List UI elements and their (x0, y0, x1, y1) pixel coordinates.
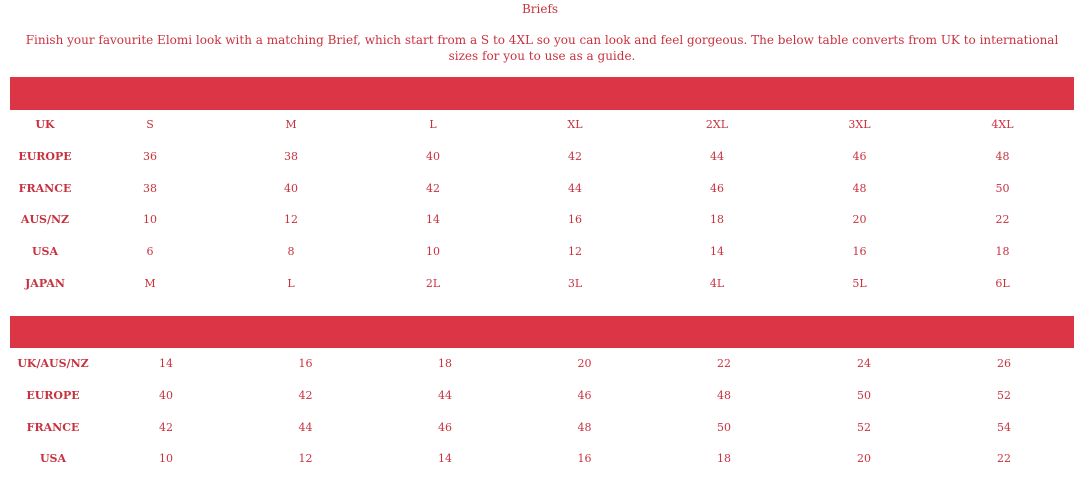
size-cell: 38 (143, 181, 157, 195)
size-cell: 5L (852, 276, 867, 290)
table1-header-band (10, 77, 1074, 110)
size-cell: 18 (717, 452, 731, 466)
size-cell: L (429, 118, 437, 132)
size-cell: 46 (852, 150, 867, 164)
size-cell: 6L (995, 276, 1010, 290)
size-cell: 16 (577, 452, 592, 466)
size-cell: M (285, 118, 297, 132)
size-cell: 44 (568, 181, 582, 195)
table1-row (10, 204, 1074, 236)
size-cell: 16 (852, 245, 867, 259)
size-cell: 42 (159, 420, 173, 434)
size-cell: 12 (298, 452, 313, 466)
size-cell: 40 (426, 150, 440, 164)
size-cell: L (287, 276, 295, 290)
row-label: AUS/NZ (20, 213, 70, 227)
row-label: USA (31, 245, 59, 259)
size-cell: 3XL (848, 118, 871, 132)
size-cell: 22 (997, 452, 1011, 466)
table1-row (10, 109, 1074, 141)
size-cell: 36 (143, 150, 157, 164)
size-cell: 50 (857, 389, 871, 403)
table2-row (10, 380, 1074, 412)
size-cell: 46 (710, 181, 724, 195)
size-cell: 24 (857, 357, 871, 371)
table2-header-band (10, 316, 1074, 348)
size-cell: 14 (438, 452, 452, 466)
size-cell: 22 (995, 213, 1010, 227)
size-cell: 20 (857, 452, 871, 466)
size-cell: 14 (159, 357, 173, 371)
size-cell: 10 (426, 245, 440, 259)
page-title: Briefs (521, 2, 559, 16)
size-cell: 22 (717, 357, 731, 371)
size-cell: 3L (567, 276, 583, 290)
size-cell: 50 (995, 181, 1010, 195)
size-cell: 44 (710, 150, 724, 164)
intro-text: Finish your favourite Elomi look with a matching Brief, which start from a S to 4XL so you can look and feel gorgeous. The below table converts from UK to international sizes for you to use as a guide. (25, 33, 1059, 63)
size-cell: 10 (143, 213, 157, 227)
size-cell: 4XL (991, 118, 1014, 132)
table2-row (10, 443, 1074, 475)
size-cell: 42 (568, 150, 582, 164)
size-cell: S (146, 118, 154, 132)
size-cell: 44 (438, 389, 452, 403)
row-label: JAPAN (25, 276, 65, 290)
table1-row (10, 141, 1074, 173)
size-cell: 38 (284, 150, 298, 164)
size-cell: 50 (717, 420, 731, 434)
size-cell: 18 (438, 357, 452, 371)
size-cell: 42 (298, 389, 313, 403)
size-cell: 12 (284, 213, 298, 227)
size-cell: 46 (438, 420, 452, 434)
size-cell: 48 (852, 181, 867, 195)
row-label: EUROPE (26, 389, 80, 403)
size-cell: 40 (284, 181, 298, 195)
size-cell: M (144, 276, 156, 290)
size-cell: 46 (577, 389, 592, 403)
row-label: UK (35, 118, 55, 132)
table2-row (10, 411, 1074, 443)
row-label: EUROPE (18, 150, 72, 164)
table1-row (10, 172, 1074, 204)
size-cell: 18 (710, 213, 724, 227)
size-cell: 20 (852, 213, 867, 227)
size-cell: 18 (995, 245, 1010, 259)
size-cell: 10 (159, 452, 173, 466)
size-cell: 48 (717, 389, 731, 403)
size-cell: 16 (298, 357, 313, 371)
size-cell: 54 (997, 420, 1011, 434)
size-table-1 (10, 109, 1074, 299)
size-cell: 42 (426, 181, 440, 195)
size-cell: 16 (568, 213, 582, 227)
size-cell: 52 (857, 420, 871, 434)
size-cell: 6 (146, 245, 154, 259)
table2-row (10, 348, 1074, 380)
size-cell: XL (567, 118, 583, 132)
size-cell: 2L (425, 276, 441, 290)
row-label: UK/AUS/NZ (17, 357, 89, 371)
size-cell: 48 (577, 420, 592, 434)
size-cell: 44 (298, 420, 313, 434)
size-cell: 20 (577, 357, 592, 371)
row-label: FRANCE (26, 420, 80, 434)
size-cell: 4L (709, 276, 725, 290)
size-table-2 (10, 348, 1074, 475)
size-cell: 14 (710, 245, 724, 259)
size-cell: 14 (426, 213, 440, 227)
size-cell: 40 (159, 389, 173, 403)
row-label: FRANCE (18, 181, 72, 195)
table1-row (10, 236, 1074, 268)
size-cell: 48 (995, 150, 1010, 164)
size-cell: 2XL (705, 118, 729, 132)
table1-row (10, 267, 1074, 299)
size-cell: 52 (997, 389, 1011, 403)
row-label: USA (39, 452, 67, 466)
size-cell: 26 (997, 357, 1011, 371)
size-cell: 8 (287, 245, 295, 259)
size-cell: 12 (568, 245, 582, 259)
